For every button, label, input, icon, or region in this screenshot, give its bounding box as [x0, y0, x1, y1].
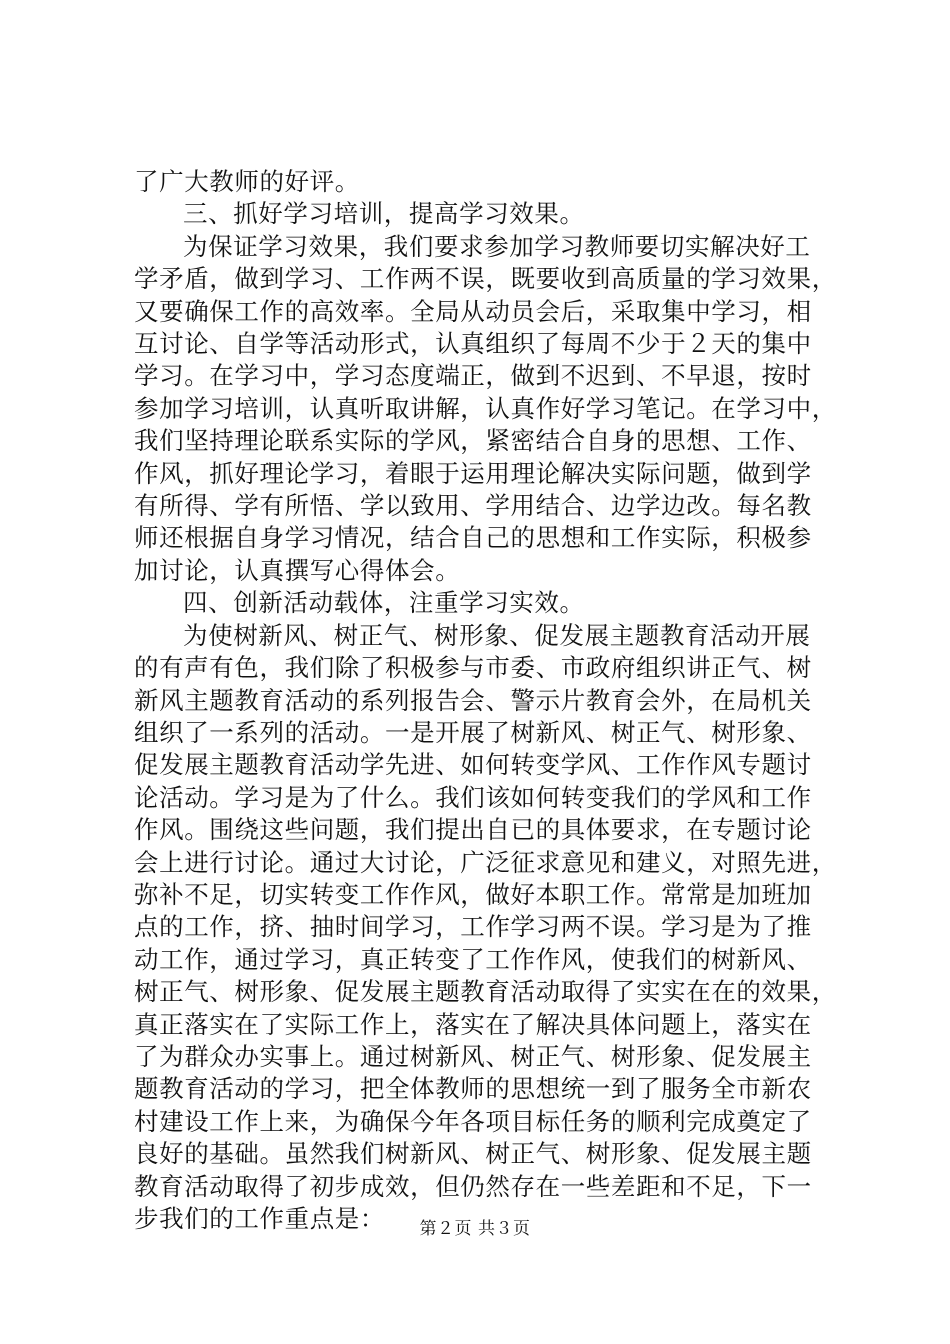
text-line: 互讨论、自学等活动形式，认真组织了每周不少于２天的集中 — [134, 329, 812, 359]
text-line: 加讨论，认真撰写心得体会。 — [134, 555, 461, 585]
page-footer: 第２页 共３页 — [419, 1219, 531, 1239]
text-line: 四、创新活动载体，注重学习实效。 — [183, 588, 585, 618]
text-line: 真正落实在了实际工作上，落实在了解决具体问题上，落实在 — [134, 1009, 812, 1039]
text-line: 弥补不足，切实转变工作作风，做好本职工作。常常是加班加 — [134, 879, 812, 909]
text-line: 学习。在学习中，学习态度端正，做到不迟到、不早退，按时 — [134, 361, 812, 391]
text-line: 题教育活动的学习，把全体教师的思想统一到了服务全市新农 — [134, 1074, 812, 1104]
text-line: 作风，抓好理论学习，着眼于运用理论解决实际问题，做到学 — [134, 458, 812, 488]
text-line: 点的工作，挤、抽时间学习，工作学习两不误。学习是为了推 — [134, 912, 812, 942]
text-line: 参加学习培训，认真听取讲解，认真作好学习笔记。在学习中， — [134, 393, 837, 423]
text-line: 新风主题教育活动的系列报告会、警示片教育会外，在局机关 — [134, 685, 812, 715]
text-line: 作风。围绕这些问题，我们提出自已的具体要求，在专题讨论 — [134, 815, 812, 845]
text-line: 树正气、树形象、促发展主题教育活动取得了实实在在的效果， — [134, 977, 837, 1007]
text-line: 村建设工作上来，为确保今年各项目标任务的顺利完成奠定了 — [134, 1106, 812, 1136]
text-line: 了广大教师的好评。 — [134, 167, 360, 196]
text-line: 会上进行讨论。通过大讨论，广泛征求意见和建义，对照先进， — [134, 847, 837, 877]
text-line: 组织了一系列的活动。一是开展了树新风、树正气、树形象、 — [134, 717, 812, 747]
text-line: 步我们的工作重点是： — [134, 1204, 385, 1233]
text-line: 动工作，通过学习，真正转变了工作作风，使我们的树新风、 — [134, 944, 812, 974]
text-line: 教育活动取得了初步成效，但仍然存在一些差距和不足，下一 — [134, 1171, 812, 1201]
text-line: 为保证学习效果，我们要求参加学习教师要切实解决好工 — [183, 231, 811, 261]
text-line: 又要确保工作的高效率。全局从动员会后，采取集中学习，相 — [134, 296, 812, 326]
document-body — [134, 166, 837, 1235]
text-line: 学矛盾，做到学习、工作两不误，既要收到高质量的学习效果， — [134, 264, 837, 294]
text-line: 了为群众办实事上。通过树新风、树正气、树形象、促发展主 — [134, 1041, 812, 1071]
text-line: 师还根据自身学习情况，结合自己的思想和工作实际，积极参 — [134, 523, 812, 553]
text-line: 有所得、学有所悟、学以致用、学用结合、边学边改。每名教 — [134, 491, 812, 521]
text-line: 良好的基础。虽然我们树新风、树正气、树形象、促发展主题 — [134, 1139, 812, 1169]
text-line: 的有声有色，我们除了积极参与市委、市政府组织讲正气、树 — [134, 653, 812, 683]
text-line: 促发展主题教育活动学先进、如何转变学风、工作作风专题讨 — [134, 750, 812, 780]
text-line: 三、抓好学习培训，提高学习效果。 — [183, 199, 585, 229]
text-line: 论活动。学习是为了什么。我们该如何转变我们的学风和工作 — [134, 782, 812, 812]
text-line: 我们坚持理论联系实际的学风，紧密结合自身的思想、工作、 — [134, 426, 812, 456]
text-line: 为使树新风、树正气、树形象、促发展主题教育活动开展 — [183, 620, 811, 650]
